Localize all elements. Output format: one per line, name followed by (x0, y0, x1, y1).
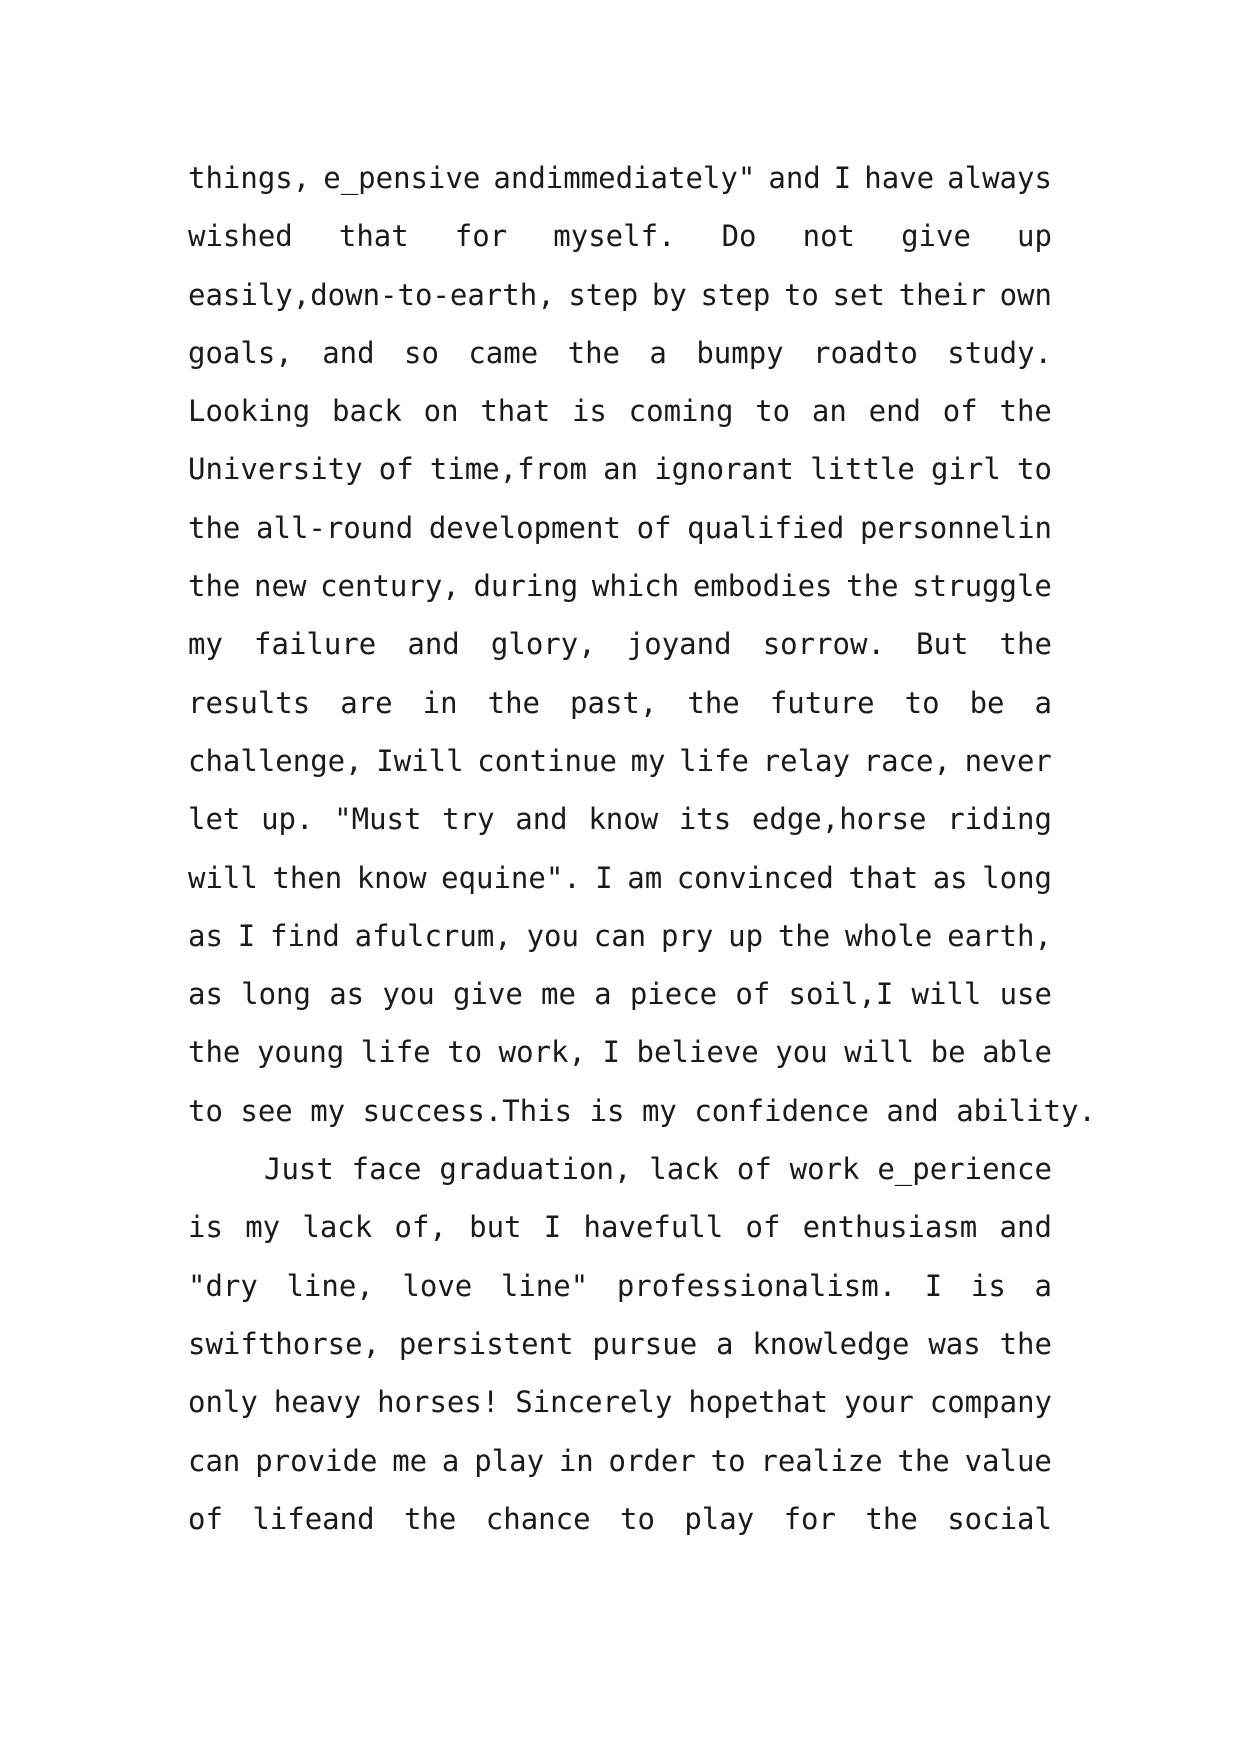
text-word: easily,down-to-earth, (188, 277, 555, 312)
text-word: pursue (592, 1326, 698, 1361)
text-word: swifthorse, (188, 1326, 381, 1361)
text-word: roadto (813, 335, 918, 370)
text-word: was (928, 1326, 981, 1361)
text-word: be (930, 1035, 966, 1070)
text-word: and (768, 161, 821, 195)
text-word: then (272, 860, 343, 895)
text-word: Iwill (376, 743, 464, 778)
text-word: horses! (377, 1385, 500, 1420)
body-text (188, 161, 1096, 1562)
text-word: give (452, 977, 523, 1012)
text-word: line, (286, 1268, 374, 1303)
text-word: me (541, 977, 576, 1012)
text-word: chance (485, 1501, 591, 1536)
text-word: the (999, 1326, 1052, 1361)
text-word: and (407, 627, 460, 662)
text-word: young (256, 1035, 345, 1070)
text-word: myself. (553, 219, 676, 254)
text-word: a (594, 977, 612, 1012)
text-word: give (901, 219, 971, 254)
text-word: let (188, 802, 241, 837)
text-word: to (710, 1443, 746, 1478)
text-line (188, 979, 1052, 1037)
text-word: University (188, 452, 363, 487)
text-word: to (755, 394, 791, 429)
text-word: an (603, 452, 639, 487)
text-word: set (832, 277, 885, 312)
text-word: be (969, 685, 1005, 720)
text-word: the (487, 685, 541, 720)
text-word: realize (760, 1443, 883, 1478)
text-word: use (999, 977, 1052, 1012)
text-word: the (999, 394, 1052, 429)
text-word: have (864, 161, 935, 195)
text-word: convinced (676, 860, 834, 895)
text-word: of (736, 1152, 772, 1187)
text-line (188, 918, 1052, 979)
text-line-content: to see my success.This is my confidence and ability. (188, 1093, 1096, 1128)
text-word: play (684, 1501, 755, 1536)
text-word: for (454, 219, 508, 254)
text-word: little (810, 452, 915, 487)
text-word: I (237, 918, 256, 953)
text-word: and (322, 335, 375, 370)
text-word: glory, (490, 627, 596, 662)
text-word: the (846, 569, 899, 604)
text-word: goals, (188, 335, 293, 370)
text-word: riding (947, 802, 1052, 837)
text-word: struggle (912, 569, 1052, 604)
text-word: to (783, 277, 819, 312)
text-word: own (999, 277, 1052, 312)
text-line (188, 1326, 1052, 1387)
text-word: can (593, 918, 647, 953)
text-word: to (619, 1501, 655, 1536)
text-word: of, (394, 1210, 447, 1245)
text-word: Sincerely (515, 1385, 673, 1420)
text-word: love (402, 1268, 473, 1303)
text-word: personnelin (859, 510, 1052, 545)
text-word: social (947, 1501, 1052, 1536)
text-word: future (769, 685, 875, 720)
text-word: line" (500, 1268, 589, 1303)
text-word: and (515, 802, 568, 837)
text-word: the (687, 685, 740, 720)
text-word: up (1017, 219, 1052, 254)
text-word: during (473, 569, 579, 604)
text-word: study. (947, 335, 1052, 370)
text-word: past, (570, 685, 658, 720)
text-word: as (188, 918, 223, 953)
text-line (188, 1268, 1052, 1329)
text-word: the (777, 918, 831, 953)
text-word: I (924, 1268, 943, 1303)
text-word: my (188, 627, 223, 662)
text-word: graduation, (439, 1152, 632, 1187)
text-word: relay (762, 743, 850, 778)
text-word: able (982, 1035, 1052, 1070)
text-word: up. (261, 802, 314, 837)
text-word: back (332, 394, 402, 429)
text-word: so (404, 335, 439, 370)
text-word: afulcrum, (354, 918, 512, 953)
text-line (188, 1037, 1052, 1095)
text-word: will (844, 1035, 915, 1070)
text-word: development (428, 510, 621, 545)
text-word: long (241, 977, 311, 1012)
text-word: the (403, 1501, 457, 1536)
text-word: came (468, 335, 539, 370)
text-word: my (630, 743, 666, 778)
text-line (188, 163, 1052, 221)
text-word: persistent (398, 1326, 574, 1361)
text-word: I (602, 1035, 620, 1070)
text-word: "Must (334, 802, 422, 837)
text-word: a (649, 335, 667, 370)
text-word: play (474, 1443, 545, 1478)
text-word: is (970, 1268, 1006, 1303)
text-word: you (526, 918, 579, 953)
text-word: life (360, 1035, 431, 1070)
text-line (188, 743, 1052, 804)
text-word: as (932, 860, 968, 895)
text-word: can (188, 1443, 241, 1478)
text-word: order (608, 1443, 696, 1478)
text-word: as (329, 977, 365, 1012)
text-word: provide (255, 1443, 378, 1478)
text-line (188, 1387, 1052, 1445)
text-line (188, 1501, 1052, 1562)
text-line (188, 454, 1052, 512)
text-word: an (811, 394, 847, 429)
text-word: hopethat (688, 1385, 829, 1420)
text-word: up (728, 918, 764, 953)
text-word: sorrow. (762, 627, 885, 662)
text-word: try (442, 802, 495, 837)
text-word: lack (302, 1210, 373, 1245)
text-word: all-round (256, 510, 414, 545)
text-word: value (964, 1443, 1052, 1478)
text-word: by (651, 277, 687, 312)
text-word: life (679, 743, 749, 778)
text-word: will (188, 860, 258, 895)
text-word: things, (188, 161, 311, 195)
text-word: wished (188, 219, 293, 254)
text-word: coming (628, 394, 734, 429)
text-word: knowledge (752, 1326, 910, 1361)
text-word: are (340, 685, 393, 720)
text-word: a (716, 1326, 734, 1361)
text-word: century, (320, 569, 460, 604)
text-word: which (591, 569, 680, 604)
text-word: professionalism. (616, 1268, 897, 1303)
text-word: failure (254, 627, 377, 662)
text-word: edge,horse (751, 802, 927, 837)
text-word: new (254, 569, 307, 604)
text-word: step (568, 277, 639, 312)
text-word: work (789, 1152, 860, 1187)
text-word: Just (264, 1152, 334, 1187)
text-word: havefull (583, 1210, 724, 1245)
text-word: in (422, 685, 458, 720)
text-word: the (567, 335, 620, 370)
text-word: lack (649, 1152, 720, 1187)
text-line (188, 1154, 1052, 1212)
text-word: a (441, 1443, 460, 1478)
text-word: I (543, 1210, 562, 1245)
text-word: I (833, 161, 852, 195)
text-line (188, 629, 1052, 687)
text-word: the (897, 1443, 950, 1478)
text-word: find (269, 918, 340, 953)
text-word: andimmediately" (493, 161, 756, 195)
text-word: girl (930, 452, 1001, 487)
text-word: is (571, 394, 607, 429)
text-word: only (188, 1385, 258, 1420)
text-word: "dry (188, 1268, 258, 1303)
text-word: will (911, 977, 982, 1012)
text-word: that (848, 860, 919, 895)
text-word: e_pensive (323, 161, 481, 195)
text-word: bumpy (696, 335, 784, 370)
text-word: of (636, 510, 672, 545)
text-word: never (964, 743, 1052, 778)
text-word: joyand (626, 627, 732, 662)
text-word: But (916, 627, 969, 662)
text-word: soil,I (788, 977, 894, 1012)
text-word: am (627, 860, 663, 895)
text-word: embodies (692, 569, 833, 604)
text-word: company (929, 1385, 1052, 1420)
text-word: and (999, 1210, 1052, 1245)
text-line (188, 221, 1052, 279)
text-word: to (447, 1035, 483, 1070)
text-word: of (745, 1210, 781, 1245)
text-line (188, 335, 1052, 396)
text-word: always (947, 161, 1052, 195)
text-word: race, (863, 743, 951, 778)
text-word: of (942, 394, 978, 429)
text-word: of (188, 1501, 223, 1536)
text-word: their (898, 277, 986, 312)
text-word: me (392, 1443, 428, 1478)
text-word: piece (629, 977, 718, 1012)
text-word: equine". (441, 860, 581, 895)
text-word: time,from (429, 452, 587, 487)
text-word: the (865, 1501, 918, 1536)
text-line (188, 860, 1052, 921)
text-word: pry (660, 918, 714, 953)
text-line (188, 396, 1052, 454)
text-word: in (558, 1443, 594, 1478)
text-word: know (588, 802, 659, 837)
text-word: of (378, 452, 414, 487)
text-word: work, (498, 1035, 586, 1070)
text-word: of (735, 977, 771, 1012)
text-line (188, 685, 1052, 746)
text-word: that (480, 394, 551, 429)
text-word: Do (721, 219, 757, 254)
text-line (188, 1212, 1052, 1270)
text-word: heavy (273, 1385, 362, 1420)
text-word: results (188, 685, 311, 720)
text-word: the (188, 569, 241, 604)
text-word: for (783, 1501, 836, 1536)
text-word: its (678, 802, 732, 837)
text-word: whole (845, 918, 933, 953)
text-word: you (382, 977, 435, 1012)
text-word: a (1034, 1268, 1052, 1303)
text-word: but (469, 1210, 522, 1245)
text-word: continue (477, 743, 617, 778)
text-word: know (356, 860, 427, 895)
text-word: qualified (687, 510, 845, 545)
text-word: that (338, 219, 409, 254)
text-word: step (700, 277, 771, 312)
text-line (188, 277, 1052, 338)
text-word: lifeand (252, 1501, 375, 1536)
text-word: my (245, 1210, 281, 1245)
text-word: long (982, 860, 1052, 895)
text-word: is (188, 1210, 223, 1245)
text-word: on (423, 394, 459, 429)
text-word: earth, (947, 918, 1052, 953)
text-word: ignorant (654, 452, 794, 487)
text-word: you (775, 1035, 828, 1070)
text-word: face (351, 1152, 422, 1187)
text-word: I (595, 860, 613, 895)
text-line (188, 1093, 1096, 1154)
text-word: to (1016, 452, 1052, 487)
text-word: to (904, 685, 940, 720)
text-word: not (802, 219, 855, 254)
text-line (188, 804, 1052, 862)
text-word: the (188, 510, 241, 545)
text-word: as (188, 977, 223, 1012)
text-word: believe (636, 1035, 759, 1070)
text-word: the (999, 627, 1052, 662)
text-line (188, 1443, 1052, 1504)
text-word: the (188, 1035, 241, 1070)
text-word: enthusiasm (802, 1210, 978, 1245)
text-line (188, 510, 1052, 571)
text-word: end (868, 394, 921, 429)
text-word: a (1034, 685, 1052, 720)
text-word: Looking (188, 394, 311, 429)
text-word: e_perience (877, 1152, 1052, 1187)
text-word: your (843, 1385, 914, 1420)
text-line (188, 571, 1052, 629)
text-word: challenge, (188, 743, 363, 778)
